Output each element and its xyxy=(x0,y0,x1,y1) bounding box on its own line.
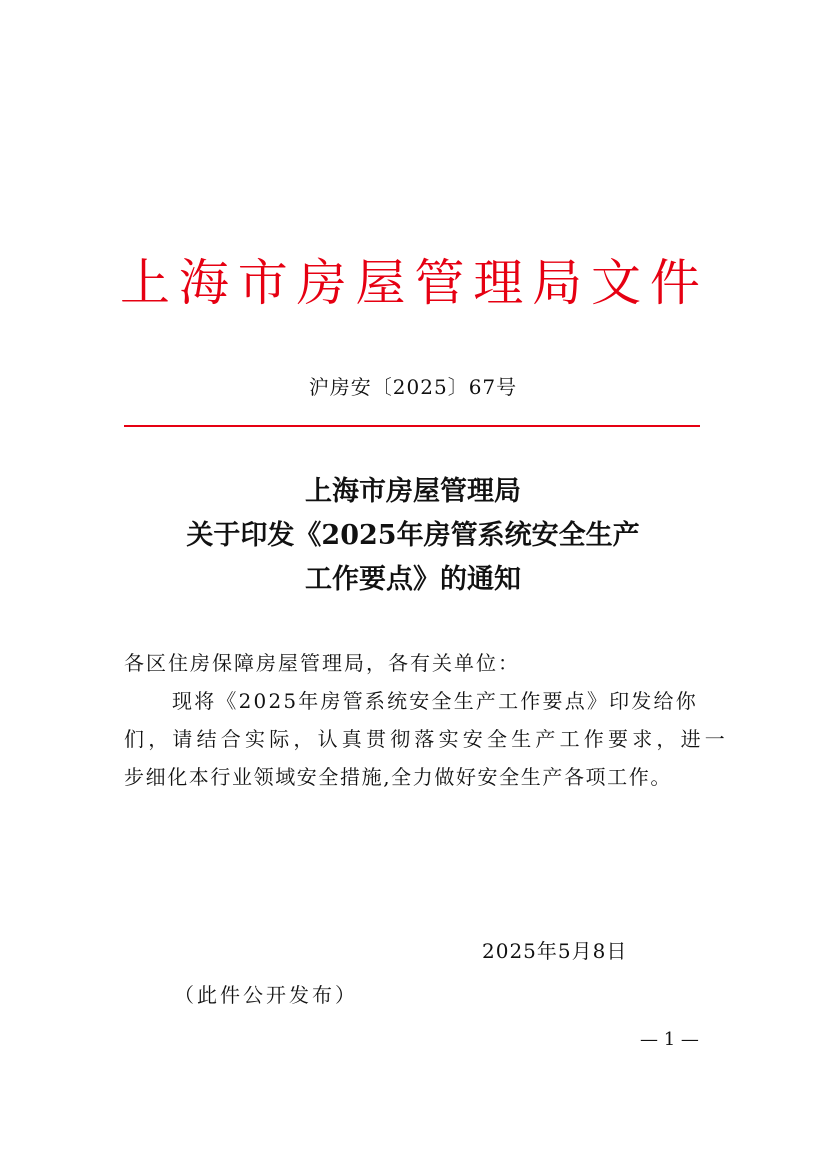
header-char: 房 xyxy=(296,254,347,312)
issue-date: 2025年5月8日 xyxy=(482,939,628,963)
title-line: 关于印发《2025年房管系统安全生产 xyxy=(186,520,640,551)
document-body xyxy=(124,644,729,796)
document-title xyxy=(0,470,826,602)
header-char: 文 xyxy=(591,254,641,312)
document-number: 沪房安〔2025〕67号 xyxy=(308,375,518,399)
paragraph-line: 现将《2025年房管系统安全生产工作要点》印发给你 xyxy=(172,689,698,713)
red-header-title xyxy=(120,248,700,318)
salutation: 各区住房保障房屋管理局，各有关单位： xyxy=(124,651,520,675)
header-char: 海 xyxy=(178,254,229,312)
header-char: 上 xyxy=(120,254,170,312)
header-char: 管 xyxy=(414,254,465,312)
release-note: （此件公开发布） xyxy=(174,983,358,1007)
title-line: 工作要点》的通知 xyxy=(305,564,521,595)
paragraph-line: 们，请结合实际，认真贯彻落实安全生产工作要求，进一 xyxy=(124,727,729,751)
header-char: 理 xyxy=(473,254,524,312)
header-char: 屋 xyxy=(355,254,406,312)
title-line: 上海市房屋管理局 xyxy=(305,476,521,507)
header-char: 局 xyxy=(532,254,583,312)
paragraph-line: 步细化本行业领域安全措施,全力做好安全生产各项工作。 xyxy=(124,765,672,789)
header-char: 市 xyxy=(237,254,288,312)
red-divider-line xyxy=(124,425,700,427)
page-number: — 1 — xyxy=(640,1029,699,1050)
header-char: 件 xyxy=(649,254,700,312)
